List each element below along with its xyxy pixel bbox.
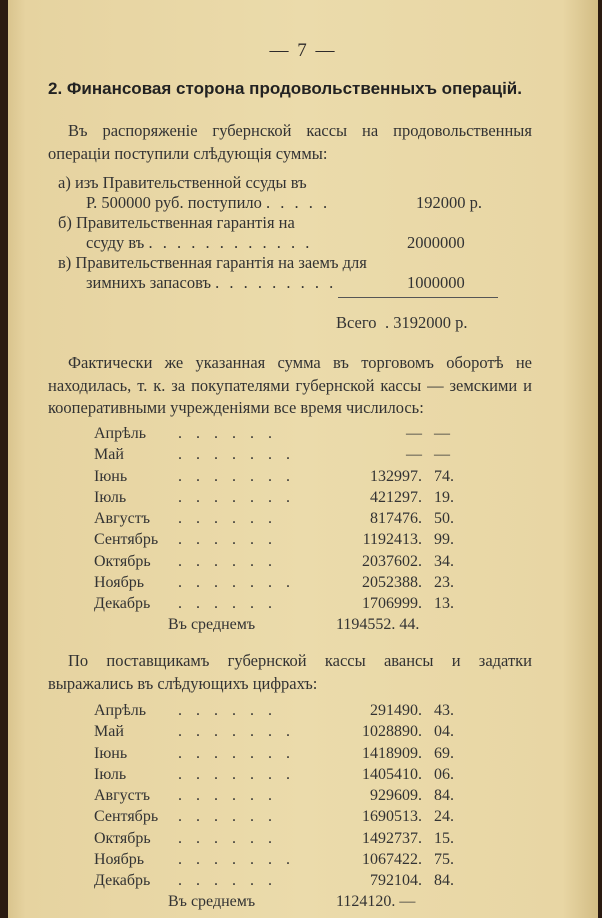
leader-dots: . . . . . . [178, 808, 277, 826]
sum-b-label: ссуду въ [86, 233, 145, 252]
amount: — [406, 446, 422, 464]
table-row [88, 468, 468, 489]
leader-dots: . . . . . . . [178, 744, 295, 762]
month-label: Апрѣль [94, 702, 147, 719]
cents: 84. [434, 787, 454, 805]
month-label: Іюль [94, 765, 127, 783]
advances-table [88, 702, 468, 894]
leader-dots: . . . . . . [178, 510, 277, 528]
page-number: — 7 — [269, 40, 337, 61]
leader-dots: . . . . . . . [178, 765, 295, 783]
sum-b-dots: . . . . . . . . . . . . [148, 233, 313, 252]
paragraph-receivables [48, 352, 532, 420]
table-row [88, 531, 468, 552]
cents: 99. [434, 531, 454, 549]
month-label: Іюль [94, 488, 127, 506]
receivables-table [88, 425, 468, 617]
total-value: . 3192000 р. [385, 313, 468, 332]
amount: 291490. [370, 702, 422, 719]
sum-b-value: 2000000 [407, 233, 465, 252]
table-row [88, 766, 468, 787]
amount: 421297. [370, 488, 422, 506]
sum-a-value: 192000 р. [416, 193, 482, 212]
table-row [88, 723, 468, 744]
cents: 50. [434, 510, 454, 528]
table-row [88, 425, 468, 446]
cents: 13. [434, 595, 454, 613]
cents: 34. [434, 552, 454, 570]
leader-dots: . . . . . . [178, 872, 277, 890]
table-row [88, 787, 468, 808]
cents: 19. [434, 488, 454, 506]
leader-dots: . . . . . . [178, 531, 277, 549]
table-row [88, 446, 468, 467]
intro-text: Въ распоряженіе губернской кассы на продовольственныя операціи поступили слѣдующія суммы: [48, 121, 532, 163]
month-label: Сентябрь [94, 808, 159, 826]
leader-dots: . . . . . . [178, 425, 277, 442]
leader-dots: . . . . . . . [178, 723, 295, 741]
cents: — [434, 446, 450, 464]
average-value-2: 1124120. — [336, 893, 416, 910]
month-label: Октябрь [94, 552, 151, 570]
amount: 1706999. [362, 595, 422, 613]
month-label: Августъ [94, 510, 151, 528]
amount: 817476. [370, 510, 422, 528]
cents: 43. [434, 702, 454, 719]
total-rule [338, 297, 498, 298]
table-row [88, 489, 468, 510]
sum-b-line2 [86, 233, 312, 253]
month-label: Декабрь [94, 872, 151, 890]
sum-b-line1: б) Правительственная гарантія на [58, 213, 295, 232]
month-label: Ноябрь [94, 574, 145, 592]
table-row [88, 702, 468, 723]
month-label: Апрѣль [94, 425, 147, 442]
cents: 84. [434, 872, 454, 890]
amount: 792104. [370, 872, 422, 890]
amount: — [406, 425, 422, 442]
table-row [88, 872, 468, 893]
leader-dots: . . . . . . [178, 702, 277, 719]
month-label: Декабрь [94, 595, 151, 613]
table-row [88, 745, 468, 766]
table-row [88, 808, 468, 829]
cents: 06. [434, 765, 454, 783]
paragraph-advances [48, 650, 532, 695]
cents: 74. [434, 467, 454, 485]
leader-dots: . . . . . . [178, 552, 277, 570]
leader-dots: . . . . . . [178, 829, 277, 847]
amount: 1067422. [362, 851, 422, 869]
amount: 1418909. [362, 744, 422, 762]
sum-c-line1: в) Правительственная гарантія на заемъ для [58, 253, 367, 272]
amount: 929609. [370, 787, 422, 805]
month-label: Октябрь [94, 829, 151, 847]
month-label: Сентябрь [94, 531, 159, 549]
month-label: Августъ [94, 787, 151, 805]
amount: 1405410. [362, 765, 422, 783]
sum-c-line2 [86, 273, 336, 293]
amount: 132997. [370, 467, 422, 485]
amount: 1492737. [362, 829, 422, 847]
amount: 1690513. [362, 808, 422, 826]
sum-c-value: 1000000 [407, 273, 465, 292]
intro-paragraph [48, 120, 532, 165]
document-page [8, 0, 598, 918]
leader-dots: . . . . . . . [178, 574, 295, 592]
leader-dots: . . . . . . . [178, 446, 295, 464]
section-heading: 2. Финансовая сторона продовольственныхъ операцій. [48, 79, 522, 98]
month-label: Май [94, 723, 124, 741]
month-label: Іюнь [94, 467, 128, 485]
total-label: Всего [336, 313, 377, 332]
table-row [88, 851, 468, 872]
sum-a-dots: . . . . . [266, 193, 331, 212]
leader-dots: . . . . . . [178, 787, 277, 805]
cents: 75. [434, 851, 454, 869]
leader-dots: . . . . . . [178, 595, 277, 613]
average-label-1: Въ среднемъ [168, 616, 256, 633]
month-label: Іюнь [94, 744, 128, 762]
amount: 2052388. [362, 574, 422, 592]
sum-a-line1: а) изъ Правительственной ссуды въ [58, 173, 307, 192]
amount: 1028890. [362, 723, 422, 741]
paragraph-advances-text: По поставщикамъ губернской кассы авансы и задатки выражались въ слѣдующихъ цифрахъ: [48, 651, 532, 693]
cents: 69. [434, 744, 454, 762]
average-value-1: 1194552. 44. [336, 616, 420, 633]
table-row [88, 574, 468, 595]
leader-dots: . . . . . . . [178, 851, 295, 869]
cents: 15. [434, 829, 454, 847]
amount: 2037602. [362, 552, 422, 570]
paragraph-receivables-text: Фактически же указанная сумма въ торговомъ оборотѣ не находилась, т. к. за покупателями губернской кассы — земскими и кооперативными учрежденіями все время числилось: [48, 353, 532, 417]
cents: 23. [434, 574, 454, 592]
sum-a-line2 [86, 193, 330, 213]
table-row [88, 510, 468, 531]
month-label: Ноябрь [94, 851, 145, 869]
average-label-2: Въ среднемъ [168, 893, 256, 910]
table-row [88, 553, 468, 574]
leader-dots: . . . . . . . [178, 488, 295, 506]
cents: 24. [434, 808, 454, 826]
table-row [88, 830, 468, 851]
sum-a-label: Р. 500000 руб. поступило [86, 193, 262, 212]
table-row [88, 595, 468, 616]
month-label: Май [94, 446, 124, 464]
cents: 04. [434, 723, 454, 741]
cents: — [434, 425, 450, 442]
sum-c-label: зимнихъ запасовъ [86, 273, 211, 292]
sum-c-dots: . . . . . . . . . [215, 273, 337, 292]
leader-dots: . . . . . . . [178, 467, 295, 485]
amount: 1192413. [362, 531, 422, 549]
